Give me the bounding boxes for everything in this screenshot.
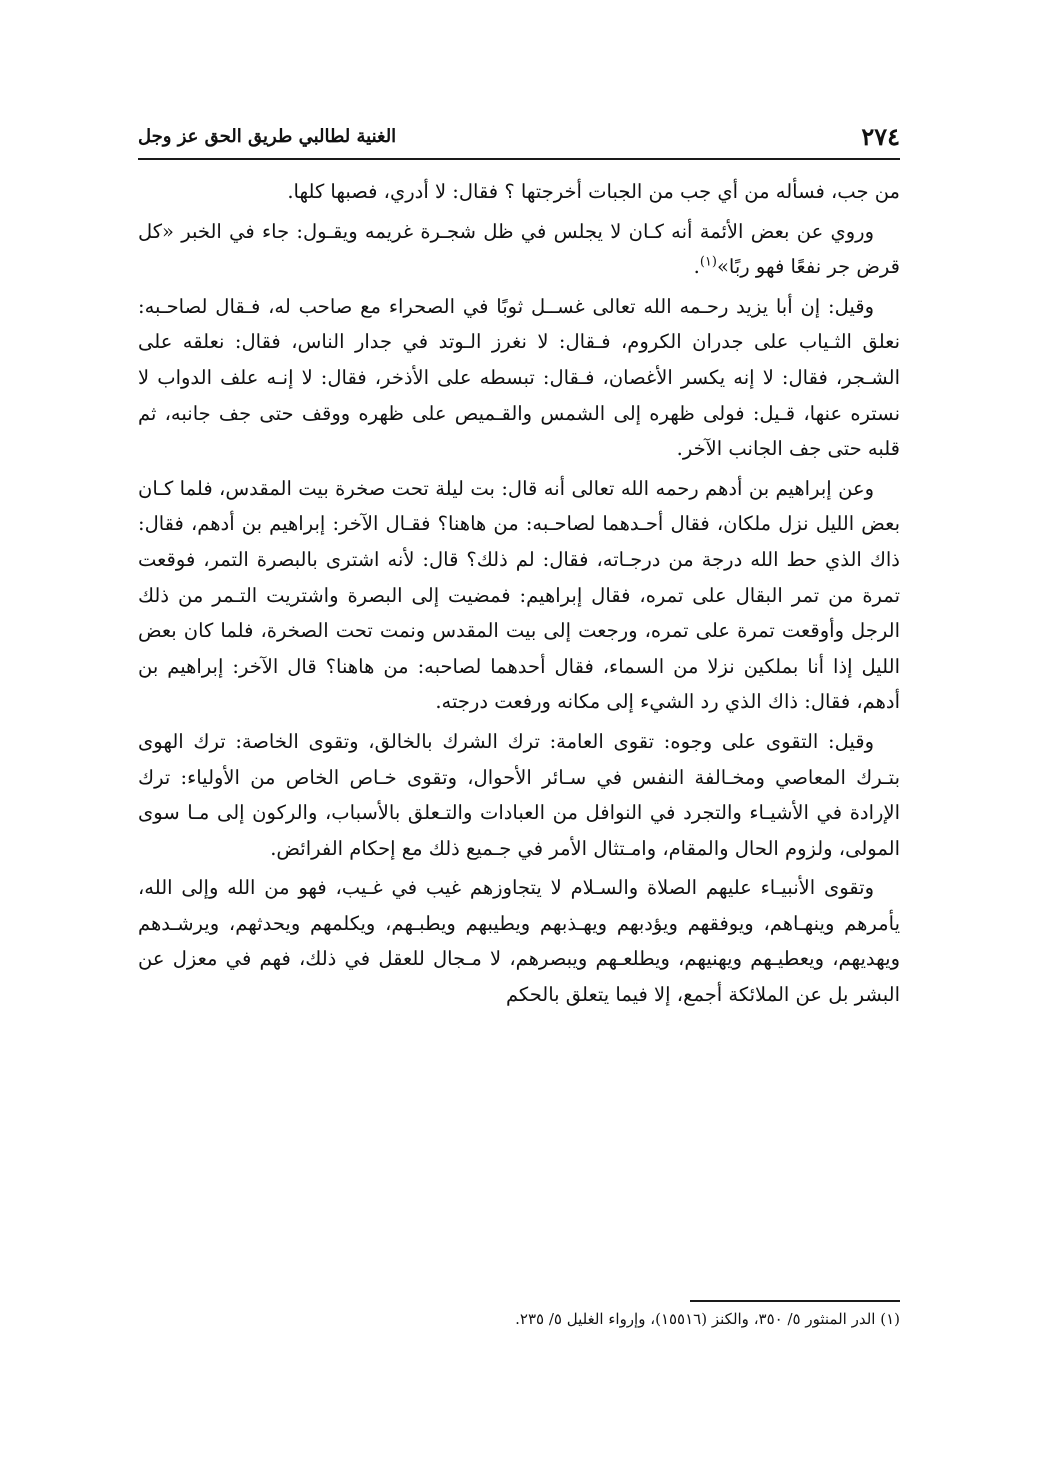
paragraph <box>138 471 900 720</box>
running-title: الغنية لطالبي طريق الحق عز وجل <box>138 126 397 147</box>
paragraph <box>138 870 900 1012</box>
paragraph <box>138 724 900 866</box>
page-body <box>138 174 900 1013</box>
page-number: ٢٧٤ <box>861 122 900 151</box>
page-header <box>138 120 900 160</box>
paragraph-text: وتقوى الأنبيـاء عليهم الصلاة والسـلام لا يتجاوزهم غيب في غـيب، فهو من الله وإلى الله، يأمرهم وينهـاهم، ويوفقهم ويؤدبهم ويهـذبهم ويطيبهم ويطبـهم، ويكلمهم ويحدثهم، ويرشـدهم ويهديهم، ويعطيـهم ويهنيهم، ويطلعـهم ويبصرهم، لا مـجال للعقل في ذلك، فهم في معزل عن البشر بل عن الملائكة أجمع، إلا فيما يتعلق بالحكم <box>138 876 900 1007</box>
paragraph-text: من جب، فسأله من أي جب من الجبات أخرجتها ؟ فقال: لا أدري، فصبها كلها. <box>287 180 900 203</box>
paragraph-text: وروي عن بعض الأئمة أنه كـان لا يجلس في ظل شجـرة غريمه ويقـول: جاء في الخبر «كل قرض جر نفعًا فهو ربًا» <box>138 219 900 279</box>
paragraph <box>138 214 900 285</box>
paragraph-end-punctuation: . <box>693 255 700 279</box>
paragraph-text: وقيل: إن أبا يزيد رحـمه الله تعالى غســل ثوبًا في الصحراء مع صاحب له، فـقال لصاحـبه: نعلق الثـياب على جدران الكروم، فـقال: لا نغرز الـوتد في جدار الناس، فقال: نعلقه على الشـجر، فقال: لا إنه يكسر الأغصان، فـقال: تبسطه على الأذخر، فقال: لا إنـه علف الدواب لا نستره عنها، قـيل: فولى ظهره إلى الشمس والقـميص على ظهره ووقف حتى جف جانبه، ثم قلبه حتى جف الجانب الآخر. <box>138 294 900 461</box>
footnote: (١) الدر المنثور ٥/ ٣٥٠، والكنز (١٥٥١٦)، وإرواء الغليل ٥/ ٢٣٥. <box>515 1310 900 1328</box>
book-page <box>138 120 900 1360</box>
paragraph-text: وعن إبراهيم بن أدهم رحمه الله تعالى أنه قال: بت ليلة تحت صخرة بيت المقدس، فلما كـان بعض الليل نزل ملكان، فقال أحـدهما لصاحـبه: من هاهنا؟ فقـال الآخر: إبراهيم بن أدهم، فقال: ذاك الذي حط الله درجة من درجـاته، فقال: لم ذلك؟ قال: لأنه اشترى بالبصرة التمر، فوقعت تمرة من تمر البقال على تمره، فقال إبراهيم: فمضيت إلى البصرة واشتريت التـمر من ذلك الرجل وأوقعت تمرة على تمره، ورجعت إلى بيت المقدس ونمت تحت الصخرة، فلما كان بعض الليل إذا أنا بملكين نزلا من السماء، فقال أحدهما لصاحبه: من هاهنا؟ قال الآخر: إبراهيم بن أدهم، فقال: ذاك الذي رد الشيء إلى مكانه ورفعت درجته. <box>138 476 900 714</box>
footnote-divider <box>690 1300 900 1302</box>
footnote-reference: (١) <box>699 254 717 270</box>
paragraph <box>138 174 900 210</box>
paragraph <box>138 289 900 467</box>
paragraph-text: وقيل: التقوى على وجوه: تقوى العامة: ترك الشرك بالخالق، وتقوى الخاصة: ترك الهوى بتـرك المعاصي ومخـالفة النفس في سـائر الأحوال، وتقوى خـاص الخاص من الأولياء: ترك الإرادة في الأشيـاء والتجرد في النوافل من العبادات والتـعلق بالأسباب، والركون إلى مـا سوى المولى، ولزوم الحال والمقام، وامـتثال الأمر في جـميع ذلك مع إحكام الفرائض. <box>138 729 900 860</box>
